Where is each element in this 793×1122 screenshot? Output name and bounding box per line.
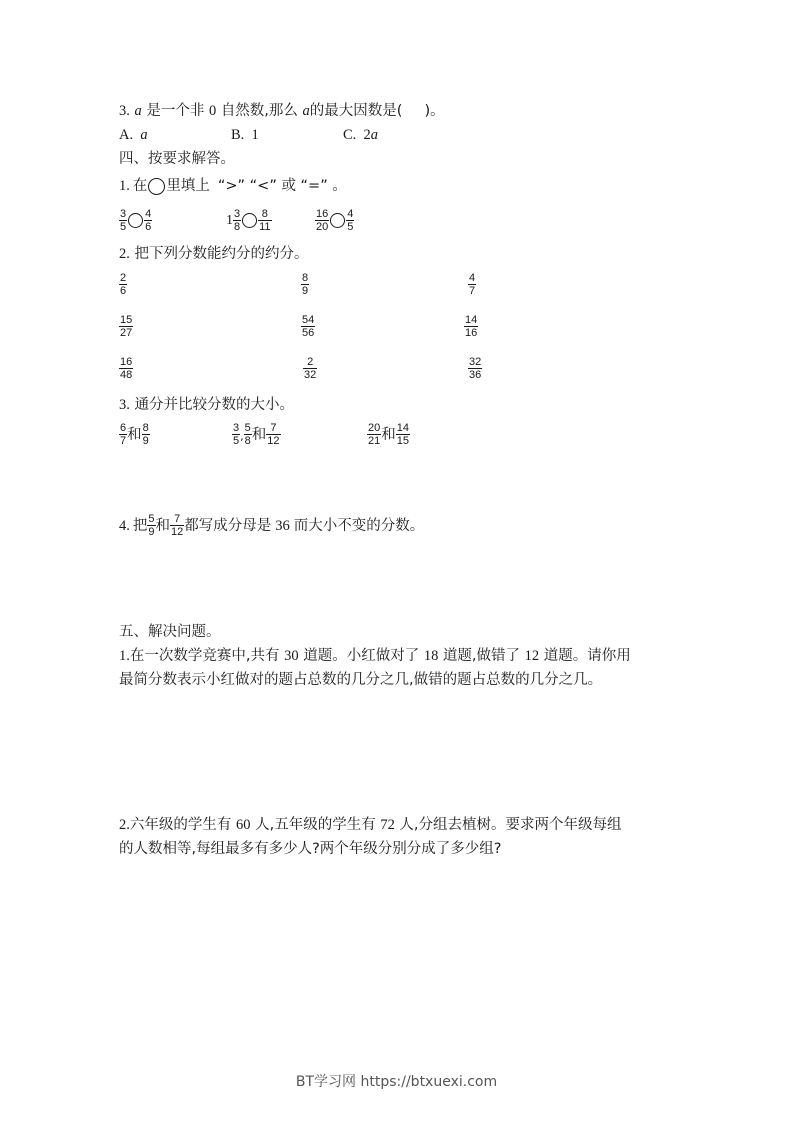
fraction: $\frac{3}{5}$	[233, 422, 240, 447]
option-value: a	[140, 127, 148, 143]
s4-question-4	[119, 513, 424, 538]
reduce-fraction: $\frac{2}{6}$	[120, 272, 127, 297]
question-text: 道题。请你用	[543, 648, 631, 664]
compare-item-2	[226, 208, 272, 233]
question-text: 道题。小红做对了	[303, 648, 420, 664]
option-value: 2	[363, 127, 371, 143]
compare-item-1	[119, 208, 152, 233]
compare-triple	[232, 422, 281, 447]
symbols-text: “>” “<” 或 “=” 。	[217, 178, 347, 194]
question-number: 2.	[119, 246, 130, 262]
circle-icon	[148, 178, 165, 195]
option-c[interactable]	[343, 125, 378, 145]
fraction: $\frac{8}{11}$	[259, 208, 271, 233]
option-b[interactable]	[231, 125, 259, 145]
and-word: 和	[155, 517, 170, 534]
zero: 0	[208, 103, 217, 119]
question-text: 六年级的学生有	[129, 817, 232, 833]
section-5-title: 五、解决问题。	[119, 624, 221, 640]
and-word: 和	[381, 426, 396, 443]
question-number: 3.	[119, 397, 130, 413]
question-3-choice	[119, 101, 445, 121]
number: 30	[284, 648, 299, 664]
denominator-value: 36	[275, 517, 290, 534]
number: 18	[423, 648, 439, 664]
fraction: $\frac{16}{20}$	[316, 208, 329, 233]
footer-watermark[interactable]: BT学习网 https://btxuexi.com	[295, 1074, 498, 1090]
fraction: $\frac{14}{15}$	[396, 422, 409, 447]
fraction: $\frac{3}{8}$	[234, 208, 241, 233]
s5-question-2-line-2: 的人数相等,每组最多有多少人?两个年级分别分成了多少组?	[119, 841, 502, 857]
fraction: $\frac{6}{7}$	[120, 422, 127, 447]
comma: ,	[240, 430, 244, 443]
compare-circle[interactable]	[330, 213, 345, 228]
question-text: 在	[132, 178, 148, 194]
compare-pair-3	[367, 422, 410, 447]
compare-circle[interactable]	[242, 213, 257, 228]
reduce-fraction: $\frac{54}{56}$	[302, 314, 315, 339]
question-text: 人,分组去植树。要求两个年级每组	[399, 817, 622, 833]
s5-question-1-line-2: 最简分数表示小红做对的题占总数的几分之几,做错的题占总数的几分之几。	[119, 672, 603, 688]
answer-blank[interactable]	[402, 101, 424, 121]
question-text: 通分并比较分数的大小。	[134, 397, 294, 413]
compare-circle[interactable]	[128, 213, 143, 228]
fraction: $\frac{3}{5}$	[120, 208, 127, 233]
fraction: $\frac{7}{12}$	[171, 513, 184, 538]
question-text: 道题,做错了	[442, 648, 521, 664]
question-number: 1.	[119, 178, 130, 194]
variable-a: a	[302, 103, 310, 119]
question-text: )。	[424, 103, 445, 119]
option-value: 1	[251, 127, 259, 143]
question-text: 而大小不变的分数。	[293, 517, 425, 534]
question-number: 3.	[119, 103, 130, 119]
number: 60	[235, 817, 251, 833]
question-number: 1.	[119, 648, 130, 664]
fraction: $\frac{5}{9}$	[148, 513, 155, 538]
s4-question-1	[119, 176, 347, 196]
option-label: B.	[231, 127, 245, 143]
question-text: 把	[132, 517, 148, 534]
reduce-fraction: $\frac{4}{7}$	[469, 272, 476, 297]
s5-question-1-line-1	[119, 646, 631, 666]
s5-question-2-line-1	[119, 815, 622, 835]
fraction: $\frac{4}{6}$	[145, 208, 152, 233]
question-text: 人,五年级的学生有	[255, 817, 376, 833]
fraction: $\frac{7}{12}$	[267, 422, 280, 447]
reduce-fraction: $\frac{14}{16}$	[465, 314, 478, 339]
reduce-fraction: $\frac{15}{27}$	[120, 314, 133, 339]
question-number: 4.	[119, 517, 130, 534]
fraction: $\frac{4}{5}$	[347, 208, 354, 233]
number: 12	[524, 648, 540, 664]
question-text: 自然数,那么	[220, 103, 298, 119]
reduce-fraction: $\frac{16}{48}$	[120, 356, 133, 381]
and-word: 和	[127, 426, 142, 443]
question-text: 在一次数学竞赛中,共有	[129, 648, 280, 664]
section-4-title: 四、按要求解答。	[119, 151, 235, 167]
reduce-fraction: $\frac{32}{36}$	[469, 356, 482, 381]
s4-question-2	[119, 244, 308, 264]
compare-item-3	[315, 208, 354, 233]
option-label: A.	[119, 127, 134, 143]
option-a[interactable]	[119, 125, 148, 145]
question-text: 是一个非	[146, 103, 205, 119]
and-word: 和	[251, 426, 267, 443]
option-variable: a	[370, 127, 379, 143]
s4-question-3	[119, 395, 294, 415]
reduce-fraction: $\frac{8}{9}$	[302, 272, 309, 297]
question-text: 把下列分数能约分的约分。	[134, 246, 309, 262]
reduce-fraction: $\frac{2}{32}$	[304, 356, 317, 381]
fraction: $\frac{5}{8}$	[244, 422, 251, 447]
question-number: 2.	[119, 817, 130, 833]
question-text: 都写成分母是	[184, 517, 272, 534]
question-text: 里填上	[166, 178, 210, 194]
fraction: $\frac{8}{9}$	[142, 422, 149, 447]
option-label: C.	[343, 127, 357, 143]
whole-number: 1	[226, 212, 233, 228]
question-text: 的最大因数是(	[309, 103, 403, 119]
fraction: $\frac{20}{21}$	[368, 422, 381, 447]
number: 72	[380, 817, 395, 833]
variable-a: a	[134, 103, 142, 119]
compare-pair-1	[119, 422, 150, 447]
